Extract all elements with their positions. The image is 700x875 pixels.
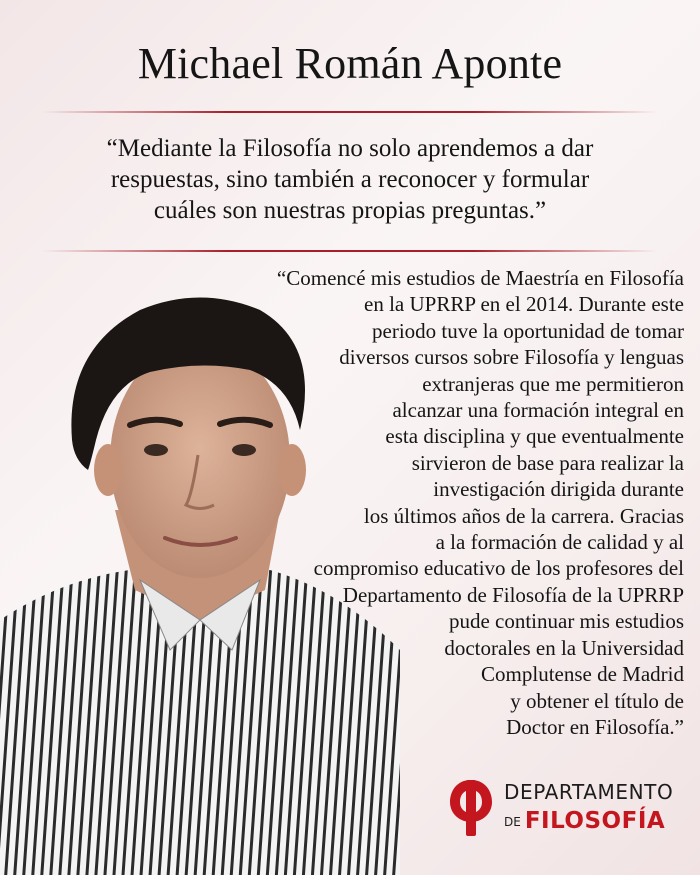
divider-bottom [42, 250, 658, 252]
testimony-line: Departamento de Filosofía de la UPRRP [342, 582, 684, 607]
divider-top [42, 111, 658, 113]
testimony-line: en la UPRRP en el 2014. Durante este [364, 292, 684, 317]
testimony-line: investigación dirigida durante [433, 477, 684, 502]
logo-text-filosofia [504, 808, 665, 834]
quote-line: “Mediante la Filosofía no solo aprendemos a dar [106, 135, 594, 162]
testimony-line: Doctor en Filosofía.” [506, 714, 684, 739]
testimony-line: pude continuar mis estudios [448, 609, 684, 634]
testimony-line: los últimos años de la carrera. Gracias [363, 503, 684, 528]
logo-text-subject: FILOSOFÍA [524, 808, 666, 834]
quote-line: cuáles son nuestras propias preguntas.” [153, 197, 547, 224]
testimony-line: diversos cursos sobre Filosofía y lenguas [339, 345, 684, 370]
page-title: Michael Román Aponte [137, 39, 563, 88]
testimony-line: doctorales en la Universidad [444, 635, 684, 660]
testimony-line: extranjeras que me permitieron [422, 371, 684, 396]
testimony-line: esta disciplina y que eventualmente [385, 424, 684, 449]
testimony-line: a la formación de calidad y al [435, 530, 684, 555]
testimony-text [204, 265, 684, 740]
logo-text-department: DEPARTAMENTO [504, 780, 674, 804]
department-logo [448, 772, 678, 844]
phi-logo-icon [448, 776, 494, 838]
featured-quote [40, 133, 660, 226]
testimony-line: sirvieron de base para realizar la [411, 450, 684, 475]
testimony-line: “Comencé mis estudios de Maestría en Filosofía [276, 266, 684, 290]
quote-line: respuestas, sino también a reconocer y formular [110, 166, 590, 193]
testimony-line: compromiso educativo de los profesores del [313, 556, 684, 581]
testimony-line: periodo tuve la oportunidad de tomar [372, 318, 684, 343]
logo-text-prefix: DE [504, 815, 521, 829]
testimony-line: Complutense de Madrid [481, 662, 684, 687]
testimony-line: y obtener el título de [510, 688, 684, 713]
testimony-line: alcanzar una formación integral en [392, 398, 684, 423]
